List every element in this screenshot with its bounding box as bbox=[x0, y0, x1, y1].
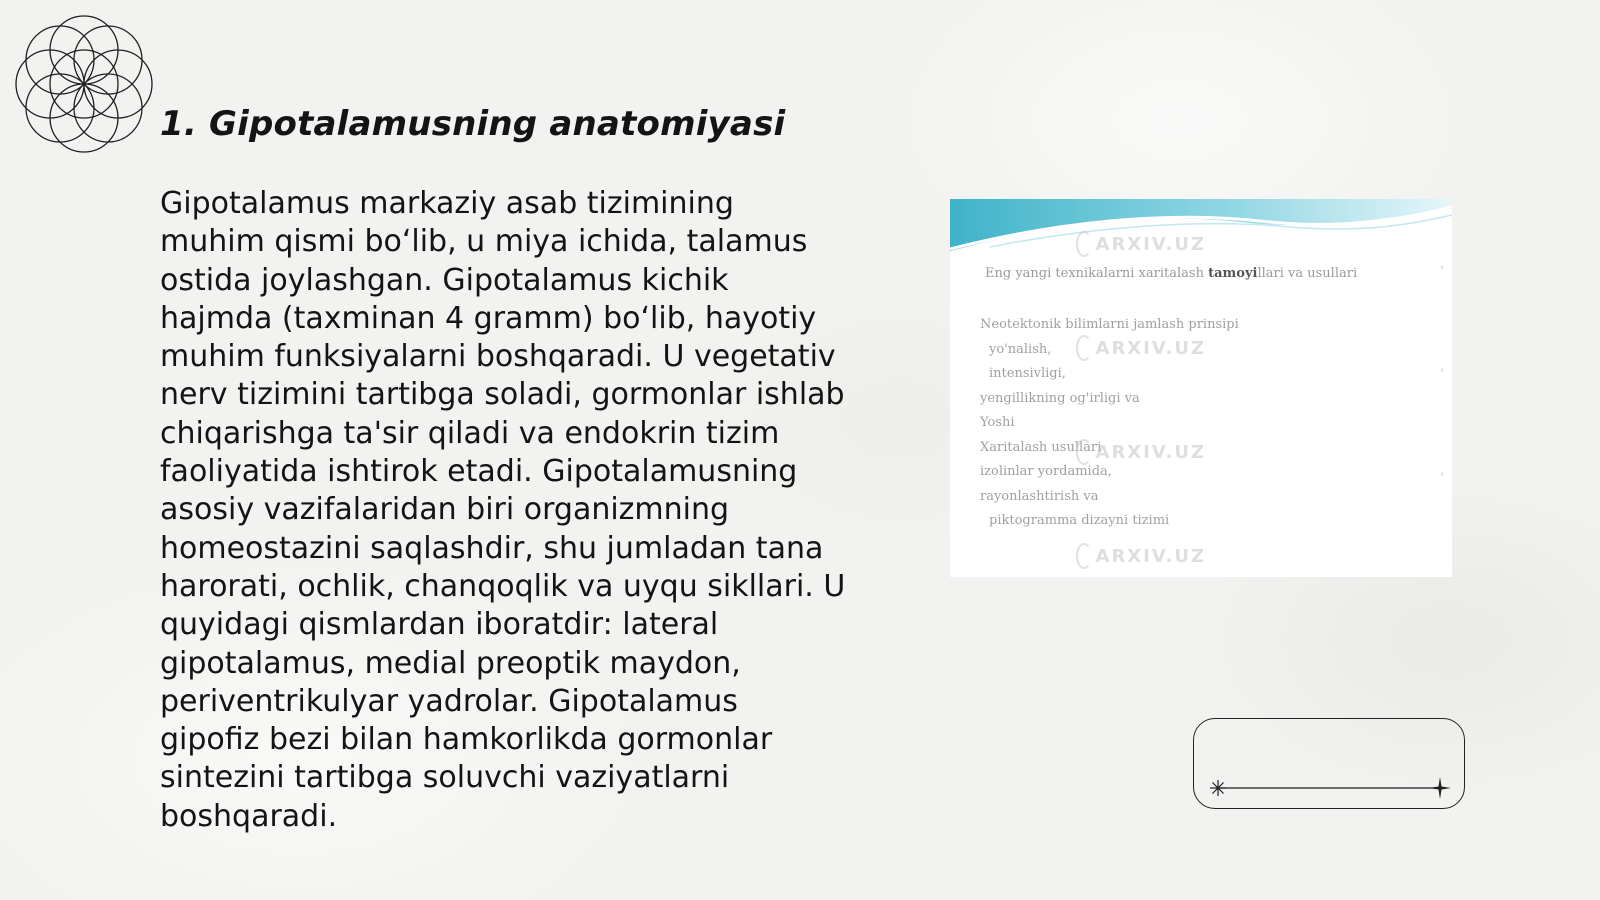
watermark-text: ARXIV.UZ bbox=[1095, 337, 1206, 359]
edge-tick-icon: ‹ bbox=[1440, 469, 1444, 480]
slide-title: 1. Gipotalamusning anatomiyasi bbox=[160, 104, 786, 144]
doc-line: piktogramma dizayni tizimi bbox=[989, 513, 1170, 528]
heading-part: llari va usullari bbox=[1257, 266, 1358, 281]
slide-body-text: Gipotalamus markaziy asab tizimining muhim qismi bo‘lib, u miya ichida, talamus ostida joylashgan. Gipotalamus kichik hajmda (taxminan 4 gramm) bo‘lib, hayotiy muhim funksiyalarni boshqaradi. U vegetativ nerv tizimini tartibga soladi, gormonlar ishlab chiqarishga ta'sir qiladi va endokrin tizim faoliyatida ishtirok etadi. Gipotalamusning asosiy vazifalaridan biri organizmning homeostazini saqlashdir, shu jumladan tana harorati, ochlik, chanqoqlik va uyqu sikllari. U quyidagi qismlardan iboratdir: lateral gipotalamus, medial preoptik maydon, periventrikulyar yadrolar. Gipotalamus gipofiz bezi bilan hamkorlikda gormonlar sintezini tartibga soluvchi vaziyatlarni boshqaradi. bbox=[160, 186, 846, 834]
doc-line: intensivligi, bbox=[989, 366, 1066, 381]
doc-line: yo'nalish, bbox=[989, 341, 1052, 357]
watermark-logo bbox=[1076, 229, 1206, 259]
watermark-logo bbox=[1076, 541, 1206, 571]
doc-line: Neotektonik bilimlarni jamlash prinsipi bbox=[980, 317, 1239, 332]
watermark-ring-icon bbox=[1076, 335, 1092, 361]
doc-line: Yoshi bbox=[980, 415, 1015, 430]
decorative-orbit-icon bbox=[10, 10, 158, 158]
heading-part: Eng yangi texnikalarni xaritalash bbox=[985, 266, 1209, 281]
embedded-document-image bbox=[950, 199, 1452, 577]
watermark-ring-icon bbox=[1076, 439, 1092, 465]
watermark-text: ARXIV.UZ bbox=[1095, 233, 1206, 255]
watermark-text: ARXIV.UZ bbox=[1095, 545, 1206, 567]
watermark-text: ARXIV.UZ bbox=[1095, 441, 1206, 463]
decorative-frame bbox=[1193, 718, 1465, 809]
doc-line: Xaritalash usullari bbox=[980, 439, 1102, 455]
embedded-document-heading bbox=[985, 266, 1357, 281]
watermark-ring-icon bbox=[1076, 543, 1092, 569]
doc-line: rayonlashtirish va bbox=[980, 488, 1099, 504]
edge-tick-icon: ‹ bbox=[1440, 365, 1444, 376]
watermark-logo bbox=[1076, 437, 1206, 467]
watermark-logo bbox=[1076, 333, 1206, 363]
doc-line: yengillikning og'irligi va bbox=[980, 390, 1140, 406]
doc-line: izolinlar yordamida, bbox=[980, 464, 1112, 479]
edge-tick-icon: ‹ bbox=[1440, 262, 1444, 273]
heading-bold-part: tamoyi bbox=[1208, 266, 1258, 281]
decorative-star-line-icon bbox=[1194, 719, 1466, 810]
watermark-ring-icon bbox=[1076, 231, 1092, 257]
